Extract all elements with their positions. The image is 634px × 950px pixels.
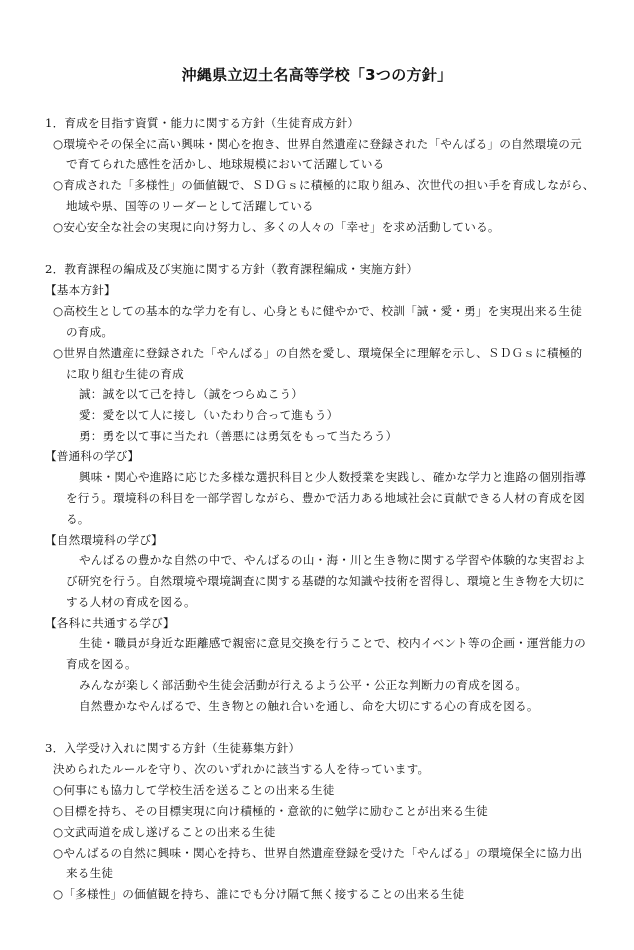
motto-line: 勇：勇を以て事に当たれ（善悪には勇気をもって当たろう） — [79, 429, 398, 443]
general-course-line: を行う。環境科の科目を一部学習しながら、豊かで活力ある地域社会に貢献できる人材の育成を図 — [66, 491, 585, 505]
section3-line: ○やんばるの自然に興味・関心を持ち、世界自然遺産登録を受けた「やんばる」の環境保全に協力出 — [53, 846, 583, 860]
section2-heading: 2．教育課程の編成及び実施に関する方針（教育課程編成・実施方針） — [45, 262, 419, 276]
general-course-line: る。 — [66, 512, 90, 526]
environment-course-line: やんばるの豊かな自然の中で、やんばるの山・海・川と生き物に関する学習や体験的な実習およ — [79, 553, 586, 567]
section3-heading: 3．入学受け入れに関する方針（生徒募集方針） — [45, 741, 301, 755]
general-course-line: 興味・関心や進路に応じた多様な選択科目と少人数授業を実践し、確かな学力と進路の個別指導 — [79, 470, 587, 484]
section1-line: 地域や県、国等のリーダーとして活躍している — [66, 199, 314, 213]
section3-line: ○「多様性」の価値観を持ち、誰にでも分け隔て無く接することの出来る生徒 — [53, 887, 465, 901]
section3-line: ○文武両道を成し遂げることの出来る生徒 — [53, 825, 276, 839]
environment-course-line: び研究を行う。自然環境や環境調査に関する基礎的な知識や技術を習得し、環境と生き物を大切に — [66, 574, 585, 588]
basic-policy-line: ○世界自然遺産に登録された「やんばる」の自然を愛し、環境保全に理解を示し、ＳＤＧｓに積極的 — [53, 346, 583, 360]
section3-line: ○何事にも協力して学校生活を送ることの出来る生徒 — [53, 783, 335, 797]
section3-intro: 決められたルールを守り、次のいずれかに該当する人を待っています。 — [53, 762, 430, 776]
section3-line: ○目標を持ち、その目標実現に向け積極的・意欲的に勉学に励むことが出来る生徒 — [53, 804, 488, 818]
section3-line: 来る生徒 — [66, 866, 114, 880]
motto-line: 誠：誠を以て己を持し（誠をつらぬこう） — [79, 387, 304, 401]
general-course-label: 【普通科の学び】 — [45, 449, 140, 463]
environment-course-label: 【自然環境科の学び】 — [45, 533, 163, 547]
section1-line: ○環境やその保全に高い興味・関心を抱き、世界自然遺産に登録された「やんばる」の自然環境の元 — [53, 137, 582, 151]
common-learning-line: 自然豊かなやんばるで、生き物との触れ合いを通し、命を大切にする心の育成を図る。 — [79, 699, 539, 713]
section1-line: ○育成された「多様性」の価値観で、ＳＤＧｓに積極的に取り組み、次世代の担い手を育成しながら、 — [53, 178, 595, 192]
environment-course-line: する人材の育成を図る。 — [66, 595, 196, 609]
page-title: 沖縄県立辺土名高等学校「3つの方針」 — [181, 66, 453, 84]
common-learning-label: 【各科に共通する学び】 — [45, 616, 175, 630]
common-learning-line: 育成を図る。 — [66, 657, 137, 671]
common-learning-line: みんなが楽しく部活動や生徒会活動が行えるよう公平・公正な判断力の育成を図る。 — [79, 678, 528, 692]
basic-policy-label: 【基本方針】 — [45, 283, 116, 297]
basic-policy-line: に取り組む生徒の育成 — [66, 367, 184, 381]
basic-policy-line: ○高校生としての基本的な学力を有し、心身ともに健やかで、校訓「誠・愛・勇」を実現出来る生徒 — [53, 304, 583, 318]
section1-heading: 1．育成を目指す資質・能力に関する方針（生徒育成方針） — [45, 116, 360, 130]
section1-line: で育てられた感性を活かし、地球規模において活躍している — [66, 157, 385, 171]
motto-line: 愛：愛を以て人に接し（いたわり合って進もう） — [79, 408, 339, 422]
basic-policy-line: の育成。 — [66, 325, 114, 339]
section1-line: ○安心安全な社会の実現に向け努力し、多くの人々の「幸せ」を求め活動している。 — [53, 220, 500, 234]
common-learning-line: 生徒・職員が身近な距離感で親密に意見交換を行うことで、校内イベント等の企画・運営能力の — [79, 636, 586, 650]
